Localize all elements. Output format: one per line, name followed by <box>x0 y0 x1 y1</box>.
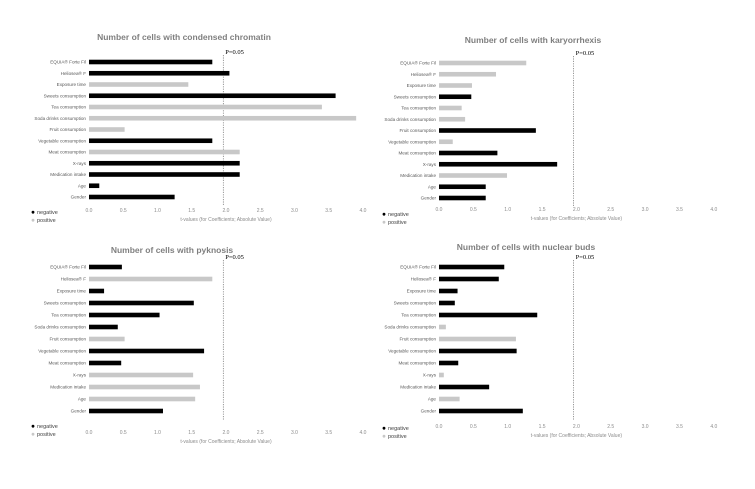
x-tick-label: 3.5 <box>325 208 333 214</box>
x-tick-label: 1.0 <box>154 208 161 214</box>
legend-swatch-negative <box>383 213 386 216</box>
bar <box>89 313 160 318</box>
x-tick-label: 3.5 <box>325 430 333 436</box>
bar <box>89 385 200 390</box>
category-label: Fruit consumption <box>49 127 86 133</box>
legend-swatch-positive <box>383 435 386 438</box>
x-tick-label: 2.0 <box>222 430 230 436</box>
category-label: Sweets consumption <box>393 94 436 100</box>
bar <box>89 138 212 143</box>
category-label: Age <box>77 396 86 402</box>
bar <box>89 397 195 402</box>
x-tick-label: 4.0 <box>710 207 718 213</box>
category-label: Meat consumption <box>48 360 86 366</box>
bar <box>439 361 458 366</box>
chart-panel-1 <box>32 32 367 224</box>
category-label: Sweets consumption <box>393 300 436 306</box>
x-tick-label: 3.5 <box>675 424 683 430</box>
category-label: Soda drinks consumption <box>384 324 436 330</box>
x-tick-label: 1.5 <box>188 430 196 436</box>
x-axis-label: t-values (for Coefficients; Absolute Value) <box>530 216 623 222</box>
bar <box>439 72 496 77</box>
bar <box>439 325 446 330</box>
x-tick-label: 0.5 <box>469 424 477 430</box>
x-tick-label: 0.5 <box>119 208 127 214</box>
category-label: EQUIA® Forte Fil <box>50 264 86 270</box>
bar <box>439 106 462 111</box>
bar <box>89 195 175 200</box>
x-tick-label: 0.5 <box>469 207 477 213</box>
threshold-label: P=0.05 <box>225 49 244 56</box>
category-label: Gender <box>70 194 86 200</box>
x-tick-label: 3.0 <box>291 430 298 436</box>
category-label: Heliosea® F <box>60 276 86 282</box>
category-label: X-rays <box>422 372 436 378</box>
x-tick-label: 4.0 <box>359 208 367 214</box>
x-tick-label: 1.5 <box>538 424 546 430</box>
legend-label-negative: negative <box>388 426 409 432</box>
x-tick-label: 0.0 <box>85 430 93 436</box>
category-label: Tea consumption <box>51 312 86 318</box>
bar <box>439 128 536 133</box>
bar <box>89 301 194 306</box>
x-tick-label: 2.0 <box>222 208 230 214</box>
x-tick-label: 1.0 <box>504 424 512 430</box>
bar <box>89 82 188 87</box>
category-label: Fruit consumption <box>49 336 86 342</box>
x-tick-label: 1.0 <box>154 430 161 436</box>
bar <box>89 183 99 188</box>
category-label: Medication intake <box>50 384 86 390</box>
bar <box>89 127 125 132</box>
x-tick-label: 0.0 <box>85 208 93 214</box>
category-label: Heliosea® F <box>410 71 436 77</box>
category-label: Fruit consumption <box>399 336 436 342</box>
category-label: Soda drinks consumption <box>34 115 86 121</box>
category-label: X-rays <box>422 161 436 167</box>
bar <box>439 409 523 414</box>
category-label: Medication intake <box>50 172 86 178</box>
bar <box>439 184 486 189</box>
bar <box>439 173 507 178</box>
bar <box>89 116 356 121</box>
x-axis-label: t-values (for Coefficients; Absolute Value) <box>180 439 272 445</box>
category-label: Heliosea® F <box>60 70 86 76</box>
bar <box>439 385 489 390</box>
category-label: Exposure time <box>406 288 436 294</box>
legend-swatch-positive <box>32 433 35 436</box>
bar <box>439 94 471 99</box>
chart-panel-4 <box>383 242 718 440</box>
legend-swatch-negative <box>32 211 35 214</box>
category-label: X-rays <box>72 372 86 378</box>
x-tick-label: 0.0 <box>435 424 443 430</box>
category-label: Soda drinks consumption <box>34 324 86 330</box>
legend-label-negative: negative <box>37 424 58 430</box>
bar <box>89 409 163 414</box>
x-tick-label: 2.5 <box>256 208 264 214</box>
bar <box>89 161 240 166</box>
bar <box>89 277 212 282</box>
threshold-label: P=0.05 <box>575 254 595 261</box>
bar <box>89 71 229 76</box>
x-tick-label: 2.0 <box>572 207 580 213</box>
bar <box>439 151 497 156</box>
category-label: Meat consumption <box>48 149 86 155</box>
category-label: Fruit consumption <box>399 128 436 134</box>
bar <box>439 349 517 354</box>
category-label: Sweets consumption <box>43 93 86 99</box>
category-label: Exposure time <box>56 82 86 88</box>
category-label: EQUIA® Forte Fil <box>400 60 436 66</box>
category-label: Vegetable consumption <box>388 139 436 145</box>
category-label: Age <box>77 183 86 189</box>
x-tick-label: 3.0 <box>641 424 649 430</box>
category-label: Heliosea® F <box>410 276 436 282</box>
legend-label-positive: positive <box>37 432 56 438</box>
legend-label-positive: positive <box>388 220 407 226</box>
bar <box>89 361 121 366</box>
chart-title: Number of cells with condensed chromatin <box>97 32 271 42</box>
x-axis-label: t-values (for Coefficients; Absolute Value) <box>180 217 272 223</box>
category-label: Age <box>427 184 436 190</box>
x-tick-label: 2.0 <box>572 424 580 430</box>
category-label: EQUIA® Forte Fil <box>400 264 436 270</box>
x-tick-label: 3.0 <box>641 207 649 213</box>
bar <box>439 397 460 402</box>
bar <box>89 93 336 98</box>
bar <box>439 301 455 306</box>
bar <box>89 105 322 110</box>
bar <box>89 172 240 177</box>
category-label: Meat consumption <box>398 360 436 366</box>
chart-title: Number of cells with nuclear buds <box>456 242 596 252</box>
bar <box>89 349 204 354</box>
category-label: Age <box>427 396 436 402</box>
bar <box>439 83 472 88</box>
x-tick-label: 3.0 <box>291 208 298 214</box>
bar <box>439 313 537 318</box>
bar <box>89 265 122 270</box>
category-label: Gender <box>420 195 436 201</box>
category-label: Gender <box>420 408 436 414</box>
bar <box>89 60 212 65</box>
x-tick-label: 2.5 <box>256 430 264 436</box>
bar <box>89 289 104 294</box>
bar <box>439 139 453 144</box>
bar <box>89 337 125 342</box>
category-label: Sweets consumption <box>43 300 86 306</box>
category-label: Vegetable consumption <box>38 348 86 354</box>
category-label: Medication intake <box>400 173 436 179</box>
category-label: Gender <box>70 408 86 414</box>
bar <box>89 373 193 378</box>
bar <box>439 61 526 66</box>
category-label: Exposure time <box>56 288 86 294</box>
bar <box>439 196 486 201</box>
legend-swatch-positive <box>383 221 386 224</box>
bar <box>439 289 458 294</box>
chart-title: Number of cells with pyknosis <box>110 245 234 255</box>
bar <box>439 162 557 167</box>
bar <box>439 277 499 282</box>
legend-swatch-negative <box>383 427 386 430</box>
chart-panel-2 <box>383 35 718 226</box>
legend-swatch-positive <box>32 219 35 222</box>
x-tick-label: 1.5 <box>538 207 546 213</box>
bar <box>89 325 118 330</box>
category-label: Medication intake <box>400 384 436 390</box>
bar <box>439 117 465 122</box>
chart-panel-3 <box>32 245 367 445</box>
category-label: Tea consumption <box>401 312 436 318</box>
legend-swatch-negative <box>32 425 35 428</box>
category-label: Tea consumption <box>401 105 436 111</box>
x-axis-label: t-values (for Coefficients; Absolute Value) <box>530 433 623 439</box>
x-tick-label: 2.5 <box>607 424 615 430</box>
chart-title: Number of cells with karyorrhexis <box>464 35 602 45</box>
legend-label-negative: negative <box>388 212 409 218</box>
category-label: Vegetable consumption <box>38 138 86 144</box>
category-label: Soda drinks consumption <box>384 116 436 122</box>
x-tick-label: 2.5 <box>607 207 615 213</box>
bar <box>439 373 444 378</box>
category-label: Tea consumption <box>51 104 86 110</box>
x-tick-label: 1.5 <box>188 208 196 214</box>
x-tick-label: 4.0 <box>359 430 367 436</box>
legend-label-positive: positive <box>388 434 407 440</box>
threshold-label: P=0.05 <box>575 50 595 57</box>
x-tick-label: 1.0 <box>504 207 512 213</box>
category-label: Vegetable consumption <box>388 348 436 354</box>
legend-label-positive: positive <box>37 218 56 224</box>
category-label: Exposure time <box>406 83 436 89</box>
bar <box>439 337 516 342</box>
x-tick-label: 0.5 <box>119 430 127 436</box>
legend-label-negative: negative <box>37 210 58 216</box>
category-label: Meat consumption <box>398 150 436 156</box>
bar <box>89 150 240 155</box>
x-tick-label: 4.0 <box>710 424 718 430</box>
bar <box>439 265 504 270</box>
x-tick-label: 0.0 <box>435 207 443 213</box>
threshold-label: P=0.05 <box>225 254 244 261</box>
x-tick-label: 3.5 <box>675 207 683 213</box>
category-label: X-rays <box>72 160 86 166</box>
category-label: EQUIA® Forte Fil <box>50 59 86 65</box>
